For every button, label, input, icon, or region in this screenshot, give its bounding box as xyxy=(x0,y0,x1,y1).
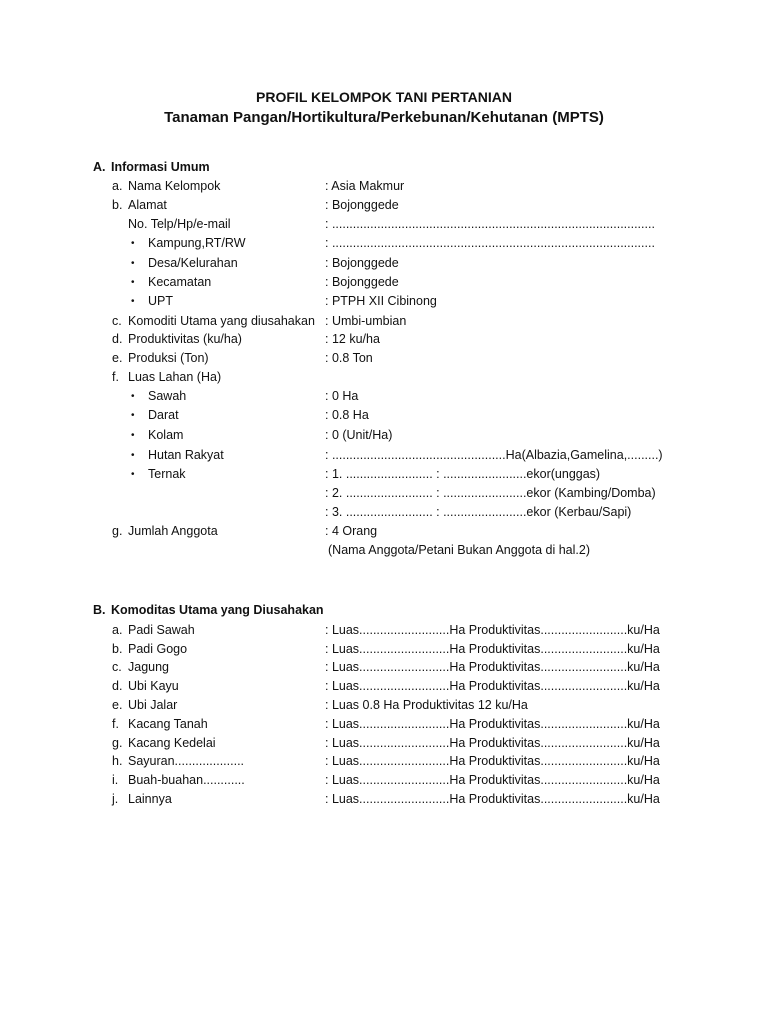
commodity-value: : Luas..........................Ha Produktivitas.........................ku/Ha xyxy=(325,623,660,637)
item-marker: h. xyxy=(112,754,123,768)
field-value: : Asia Makmur xyxy=(325,179,405,193)
field-value: : 0 Ha xyxy=(325,389,359,403)
field-row xyxy=(0,276,768,292)
commodity-row xyxy=(0,774,768,790)
commodity-label: Buah-buahan............ xyxy=(128,773,245,787)
commodity-value: : Luas..........................Ha Produktivitas.........................ku/Ha xyxy=(325,679,660,693)
note-row xyxy=(0,544,768,560)
item-marker: j. xyxy=(112,792,119,806)
field-value: : Bojonggede xyxy=(325,198,399,212)
commodity-value: : Luas 0.8 Ha Produktivitas 12 ku/Ha xyxy=(325,698,528,712)
item-marker: e. xyxy=(112,698,123,712)
field-label: Sawah xyxy=(148,389,187,403)
commodity-label: Padi Gogo xyxy=(128,642,188,656)
commodity-label: Sayuran.................... xyxy=(128,754,245,768)
commodity-label: Jagung xyxy=(128,660,170,674)
field-label: Hutan Rakyat xyxy=(148,448,224,462)
section-b-heading xyxy=(0,604,768,620)
field-row xyxy=(0,237,768,253)
field-row xyxy=(0,449,768,465)
commodity-value: : Luas..........................Ha Produktivitas.........................ku/Ha xyxy=(325,773,660,787)
field-label: Nama Kelompok xyxy=(128,179,221,193)
field-row xyxy=(0,371,768,387)
field-value: : Bojonggede xyxy=(325,275,399,289)
bullet-icon: • xyxy=(131,296,135,307)
commodity-label: Padi Sawah xyxy=(128,623,195,637)
item-marker: a. xyxy=(112,179,123,193)
item-marker: c. xyxy=(112,660,122,674)
document-title: PROFIL KELOMPOK TANI PERTANIAN xyxy=(256,89,512,105)
bullet-icon: • xyxy=(131,277,135,288)
field-value: : 1. ......................... : ........................ekor(unggas) xyxy=(325,467,601,481)
item-marker: d. xyxy=(112,332,123,346)
field-row xyxy=(0,257,768,273)
field-row xyxy=(0,429,768,445)
field-value: : 0.8 Ton xyxy=(325,351,373,365)
item-marker: b. xyxy=(112,198,123,212)
field-label: Luas Lahan (Ha) xyxy=(128,370,222,384)
field-label: Kampung,RT/RW xyxy=(148,236,246,250)
field-label: No. Telp/Hp/e-mail xyxy=(128,217,231,231)
field-label: Produksi (Ton) xyxy=(128,351,209,365)
section-a-marker: A. xyxy=(93,160,106,174)
field-label: Ternak xyxy=(148,467,186,481)
bullet-icon: • xyxy=(131,410,135,421)
bullet-icon: • xyxy=(131,238,135,249)
commodity-value: : Luas..........................Ha Produktivitas.........................ku/Ha xyxy=(325,754,660,768)
field-label: Kolam xyxy=(148,428,184,442)
field-row xyxy=(0,352,768,368)
section-a-title: Informasi Umum xyxy=(111,160,210,174)
commodity-label: Lainnya xyxy=(128,792,172,806)
field-label: Produktivitas (ku/ha) xyxy=(128,332,242,346)
field-row xyxy=(0,180,768,196)
item-marker: e. xyxy=(112,351,123,365)
field-row xyxy=(0,315,768,331)
field-label: Komoditi Utama yang diusahakan xyxy=(128,314,315,328)
member-note: (Nama Anggota/Petani Bukan Anggota di hal.2) xyxy=(328,543,590,557)
item-marker: b. xyxy=(112,642,123,656)
field-value: : 0.8 Ha xyxy=(325,408,369,422)
commodity-value: : Luas..........................Ha Produktivitas.........................ku/Ha xyxy=(325,792,660,806)
bullet-icon: • xyxy=(131,430,135,441)
field-value: : ............................................................................................. xyxy=(325,236,655,250)
commodity-value: : Luas..........................Ha Produktivitas.........................ku/Ha xyxy=(325,736,660,750)
field-label: UPT xyxy=(148,294,173,308)
field-row xyxy=(0,468,768,484)
commodity-row xyxy=(0,680,768,696)
field-label: Desa/Kelurahan xyxy=(148,256,238,270)
item-marker: a. xyxy=(112,623,123,637)
bullet-icon: • xyxy=(131,258,135,269)
field-value: : 2. ......................... : ........................ekor (Kambing/Domba) xyxy=(325,486,656,500)
section-b-marker: B. xyxy=(93,603,106,617)
commodity-label: Kacang Kedelai xyxy=(128,736,216,750)
commodity-value: : Luas..........................Ha Produktivitas.........................ku/Ha xyxy=(325,642,660,656)
item-marker: i. xyxy=(112,773,119,787)
commodity-label: Kacang Tanah xyxy=(128,717,208,731)
item-marker: g. xyxy=(112,524,123,538)
field-value: : ..................................................Ha(Albazia,Gamelina,.........) xyxy=(325,448,663,462)
commodity-row xyxy=(0,718,768,734)
field-row xyxy=(0,390,768,406)
field-label: Jumlah Anggota xyxy=(128,524,218,538)
field-row xyxy=(0,218,768,234)
field-value: : 0 (Unit/Ha) xyxy=(325,428,393,442)
field-row xyxy=(0,506,768,522)
field-value: : Bojonggede xyxy=(325,256,399,270)
item-marker: f. xyxy=(112,717,119,731)
commodity-row xyxy=(0,737,768,753)
field-label: Darat xyxy=(148,408,179,422)
bullet-icon: • xyxy=(131,391,135,402)
commodity-label: Ubi Kayu xyxy=(128,679,179,693)
commodity-row xyxy=(0,661,768,677)
field-value: : 4 Orang xyxy=(325,524,378,538)
document-subtitle: Tanaman Pangan/Hortikultura/Perkebunan/Kehutanan (MPTS) xyxy=(164,109,604,126)
field-row xyxy=(0,199,768,215)
field-value: : 12 ku/ha xyxy=(325,332,380,346)
commodity-row xyxy=(0,755,768,771)
commodity-row xyxy=(0,643,768,659)
commodity-row xyxy=(0,624,768,640)
item-marker: c. xyxy=(112,314,122,328)
item-marker: d. xyxy=(112,679,123,693)
section-a-heading xyxy=(0,161,768,177)
field-label: Alamat xyxy=(128,198,167,212)
field-value: : ............................................................................................. xyxy=(325,217,655,231)
commodity-label: Ubi Jalar xyxy=(128,698,178,712)
section-b-title: Komoditas Utama yang Diusahakan xyxy=(111,603,324,617)
field-row xyxy=(0,409,768,425)
field-value: : 3. ......................... : ........................ekor (Kerbau/Sapi) xyxy=(325,505,632,519)
field-value: : Umbi-umbian xyxy=(325,314,407,328)
field-row xyxy=(0,525,768,541)
item-marker: f. xyxy=(112,370,119,384)
bullet-icon: • xyxy=(131,469,135,480)
field-row xyxy=(0,295,768,311)
commodity-value: : Luas..........................Ha Produktivitas.........................ku/Ha xyxy=(325,660,660,674)
field-row xyxy=(0,487,768,503)
commodity-row xyxy=(0,793,768,809)
item-marker: g. xyxy=(112,736,123,750)
bullet-icon: • xyxy=(131,450,135,461)
field-value: : PTPH XII Cibinong xyxy=(325,294,437,308)
commodity-row xyxy=(0,699,768,715)
commodity-value: : Luas..........................Ha Produktivitas.........................ku/Ha xyxy=(325,717,660,731)
field-row xyxy=(0,333,768,349)
field-label: Kecamatan xyxy=(148,275,212,289)
